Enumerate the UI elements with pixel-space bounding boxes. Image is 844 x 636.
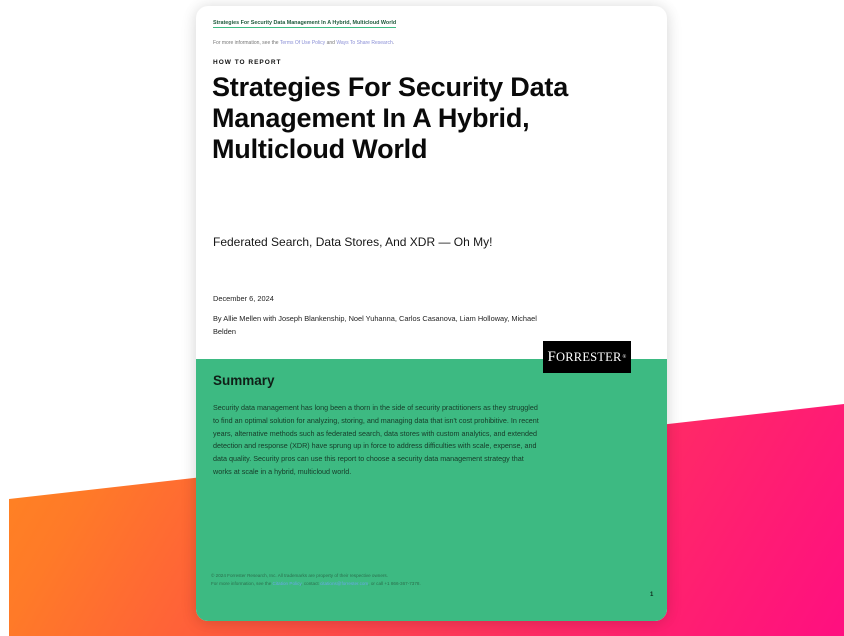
terms-of-use-link[interactable]: Terms Of Use Policy	[279, 40, 326, 46]
footer-info-middle: , contact	[301, 580, 320, 586]
report-type-label: HOW TO REPORT	[213, 59, 282, 66]
logo-initial: F	[547, 348, 557, 365]
logo-registered-mark: ®	[622, 354, 627, 360]
ways-to-share-link[interactable]: Ways To Share Research	[336, 40, 393, 46]
report-title: Strategies For Security Data Management In A Hybrid, Multicloud World	[212, 72, 569, 164]
report-title-link[interactable]: Strategies For Security Data Management In A Hybrid, Multicloud World	[213, 20, 397, 26]
forrester-logo	[543, 341, 631, 373]
footer-info-prefix: For more information, see the	[211, 580, 273, 586]
report-cover-page	[196, 6, 667, 621]
citation-policy-link[interactable]: Citation Policy	[272, 580, 302, 586]
publish-date: December 6, 2024	[213, 294, 274, 303]
author-list: By Allie Mellen with Joseph Blankenship, Noel Yuhanna, Carlos Casanova, Liam Holloway, Michael Belden	[213, 314, 537, 336]
more-info-line	[213, 40, 394, 46]
more-info-middle: and	[325, 40, 337, 46]
report-subtitle: Federated Search, Data Stores, And XDR — Oh My!	[213, 235, 493, 249]
summary-body: Security data management has long been a thorn in the side of security practitioners as they struggled to find an optimal solution for analyzing, storing, and managing data that isn't cost prohibitive. In recent years, alternative methods such as federated search, data stores with custom analytics, and extended detection and response (XDR) have sprung up in force to address difficulties with scale, expense, and data quality. Security pros can use this report to choose a security data management strategy that works at scale in a hybrid, multicloud world.	[213, 403, 539, 476]
citations-email-link[interactable]: citations@forrester.com	[319, 580, 369, 586]
logo-rest: ORRESTER	[556, 349, 622, 364]
summary-heading: Summary	[213, 373, 275, 388]
page-footer	[211, 572, 421, 587]
footer-info-suffix: , or call +1 866-367-7378.	[368, 580, 421, 586]
copyright-line: © 2024 Forrester Research, Inc. All trademarks are property of their respective owners.	[211, 573, 389, 578]
page-number: 1	[650, 592, 654, 598]
footer-info-line	[211, 580, 421, 588]
more-info-suffix: .	[392, 40, 395, 46]
more-info-prefix: For more information, see the	[213, 40, 280, 46]
